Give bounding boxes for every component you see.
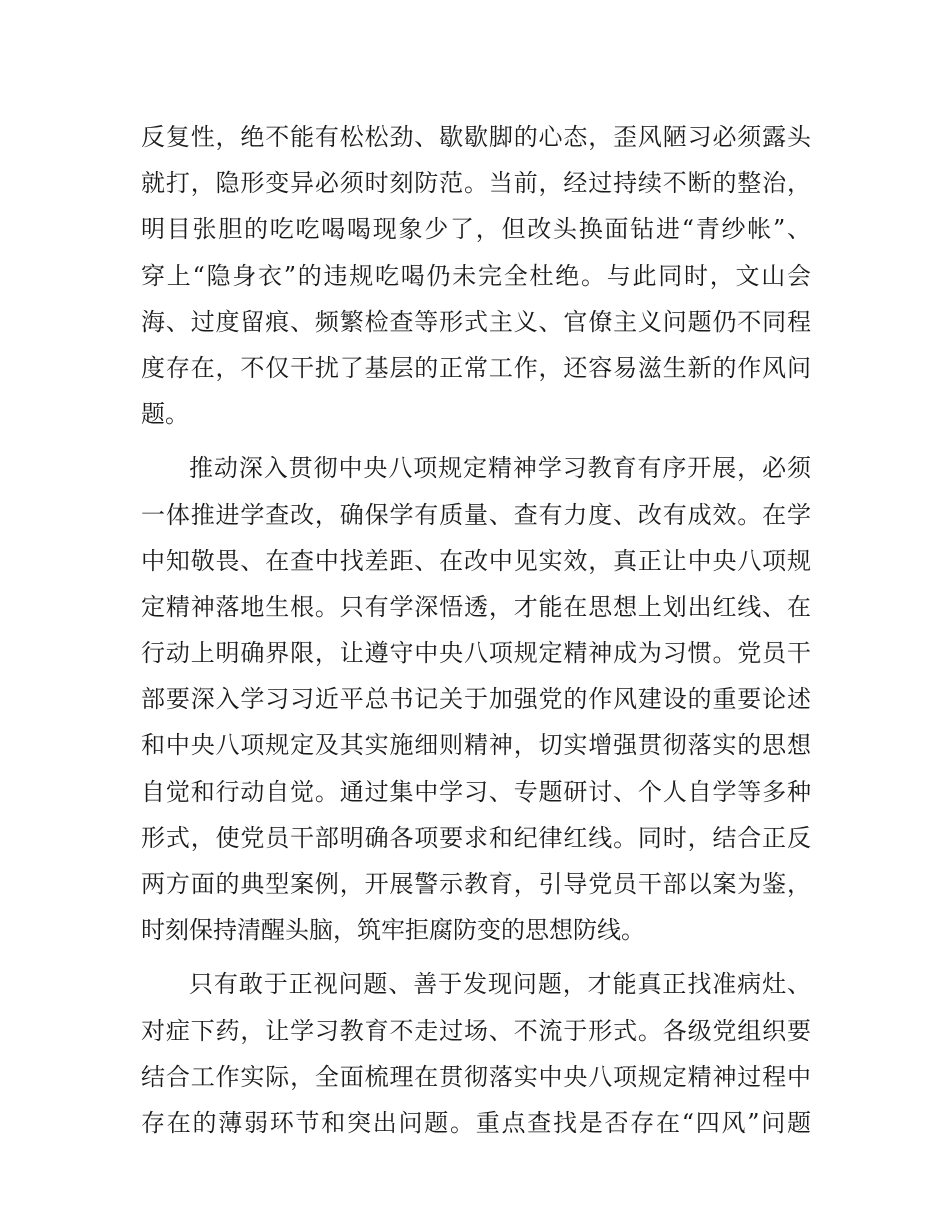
paragraph-3 <box>141 961 811 1146</box>
paragraph-line: 形式，使党员干部明确各项要求和纪律红线。同时，结合正反 <box>141 823 811 852</box>
document-body <box>141 114 811 1146</box>
paragraph-line: 题。 <box>141 400 189 429</box>
paragraph-line: 行动上明确界限，让遵守中央八项规定精神成为习惯。党员干 <box>141 639 811 668</box>
paragraph-line: 一体推进学查改，确保学有质量、查有力度、改有成效。在学 <box>141 500 811 529</box>
paragraph-line: 两方面的典型案例，开展警示教育，引导党员干部以案为鉴， <box>141 870 811 898</box>
paragraph-line: 结合工作实际，全面梳理在贯彻落实中央八项规定精神过程中 <box>141 1062 811 1091</box>
paragraph-spacer <box>141 953 811 961</box>
paragraph-line: 就打，隐形变异必须时刻防范。当前，经过持续不断的整治， <box>141 169 811 198</box>
paragraph-2 <box>141 445 811 953</box>
paragraph-line: 定精神落地生根。只有学深悟透，才能在思想上划出红线、在 <box>141 592 811 621</box>
paragraph-line: 穿上“隐身衣”的违规吃喝仍未完全杜绝。与此同时，文山会 <box>141 261 811 290</box>
paragraph-line: 时刻保持清醒头脑，筑牢拒腐防变的思想防线。 <box>141 916 645 945</box>
paragraph-line: 部要深入学习习近平总书记关于加强党的作风建设的重要论述 <box>141 685 811 714</box>
paragraph-line: 和中央八项规定及其实施细则精神，切实增强贯彻落实的思想 <box>141 731 811 760</box>
paragraph-1 <box>141 114 811 437</box>
paragraph-line: 推动深入贯彻中央八项规定精神学习教育有序开展，必须 <box>189 454 811 483</box>
paragraph-line: 对症下药，让学习教育不走过场、不流于形式。各级党组织要 <box>141 1016 811 1045</box>
paragraph-spacer <box>141 437 811 445</box>
paragraph-line: 自觉和行动自觉。通过集中学习、专题研讨、个人自学等多种 <box>141 777 811 806</box>
paragraph-line: 只有敢于正视问题、善于发现问题，才能真正找准病灶、 <box>189 970 811 999</box>
paragraph-line: 明目张胆的吃吃喝喝现象少了，但改头换面钻进“青纱帐”、 <box>141 215 811 244</box>
paragraph-line: 反复性，绝不能有松松劲、歇歇脚的心态，歪风陋习必须露头 <box>141 123 811 151</box>
paragraph-line: 中知敬畏、在查中找差距、在改中见实效，真正让中央八项规 <box>141 546 811 575</box>
paragraph-line: 海、过度留痕、频繁检查等形式主义、官僚主义问题仍不同程 <box>141 307 811 336</box>
paragraph-line: 度存在，不仅干扰了基层的正常工作，还容易滋生新的作风问 <box>141 353 811 382</box>
paragraph-line: 存在的薄弱环节和突出问题。重点查找是否存在“四风”问题 <box>141 1108 811 1137</box>
